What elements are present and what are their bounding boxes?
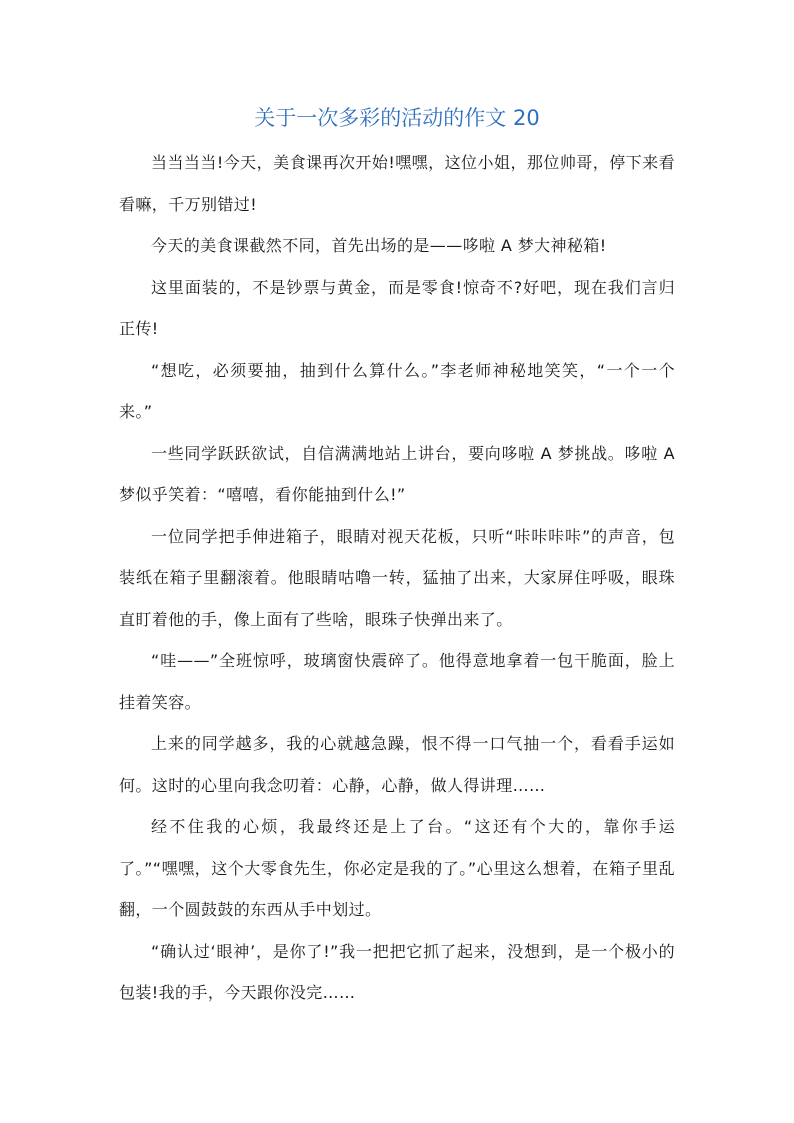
paragraph-1: 当当当当!今天，美食课再次开始!嘿嘿，这位小姐，那位帅哥，停下来看看嘛，千万别错过! bbox=[119, 153, 675, 214]
paragraph-10: “确认过‘眼神’，是你了!”我一把把它抓了起来，没想到，是一个极小的包装!我的手，今天跟你没完…… bbox=[119, 941, 675, 1002]
paragraph-8: 上来的同学越多，我的心就越急躁，恨不得一口气抽一个，看看手运如何。这时的心里向我念叨着：心静，心静，做人得讲理…… bbox=[119, 734, 675, 795]
paragraph-7: “哇——”全班惊呼，玻璃窗快震碎了。他得意地拿着一包干脆面，脸上挂着笑容。 bbox=[119, 651, 675, 712]
paragraph-5: 一些同学跃跃欲试，自信满满地站上讲台，要向哆啦 A 梦挑战。哆啦 A 梦似乎笑着：“嘻嘻，看你能抽到什么!” bbox=[119, 443, 675, 504]
paragraph-3: 这里面装的，不是钞票与黄金，而是零食!惊奇不?好吧，现在我们言归正传! bbox=[119, 277, 675, 338]
document-body bbox=[119, 142, 675, 1014]
paragraph-9: 经不住我的心烦，我最终还是上了台。“这还有个大的，靠你手运了。”“嘿嘿，这个大零食先生，你必定是我的了。”心里这么想着，在箱子里乱翻，一个圆鼓鼓的东西从手中划过。 bbox=[119, 817, 675, 919]
paragraph-2: 今天的美食课截然不同，首先出场的是——哆啦 A 梦大神秘箱! bbox=[151, 236, 607, 255]
paragraph-6: 一位同学把手伸进箱子，眼睛对视天花板，只听“咔咔咔咔”的声音，包装纸在箱子里翻滚着。他眼睛咕噜一转，猛抽了出来，大家屏住呼吸，眼珠直盯着他的手，像上面有了些啥，眼珠子快弹出来了。 bbox=[119, 526, 675, 629]
paragraph-4: “想吃，必须要抽，抽到什么算什么。”李老师神秘地笑笑，“一个一个来。” bbox=[119, 360, 675, 421]
document-title: 关于一次多彩的活动的作文 20 bbox=[254, 106, 540, 130]
